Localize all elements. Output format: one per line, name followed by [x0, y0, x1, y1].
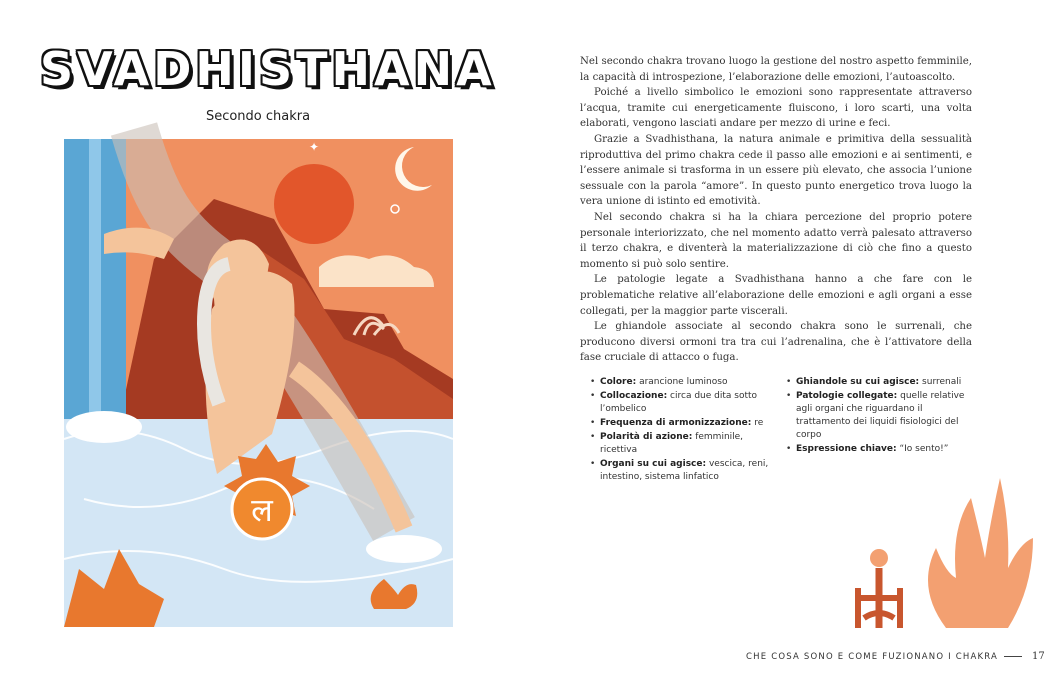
left-page — [0, 0, 516, 689]
page-number: 17 — [1032, 651, 1045, 662]
fact-item: • Frequenza di armonizzazione: re — [600, 417, 770, 430]
svg-text:✦: ✦ — [309, 140, 320, 154]
paragraph: Nel secondo chakra trovano luogo la gestione del nostro aspetto femminile, la capacità di introspezione, l’elaborazione delle emozioni, l’autoascolto. — [580, 56, 972, 83]
right-page — [516, 0, 1045, 689]
fact-item: • Polarità di azione: femminile, ricettiva — [600, 431, 770, 457]
fact-item: • Colore: arancione luminoso — [600, 376, 770, 389]
paragraph: Grazie a Svadhisthana, la natura animale e primitiva della sessualità riproduttiva del primo chakra cede il passo alle emozioni e ai sentimenti, e l’essere animale si trasforma in un essere più elevato, che associa l’unione sessuale con la parola “amore”. In questo punto energetico trova luogo la vera unione di istinto ed emotività. — [580, 133, 972, 208]
fact-item: • Collocazione: circa due dita sotto l’ombelico — [600, 390, 770, 416]
chakra-symbol: ल — [251, 491, 273, 529]
paragraph: Poiché a livello simbolico le emozioni sono rappresentate attraverso l’acqua, tramite cui energeticamente fluiscono, i loro scarti, una volta elaborati, vengono lasciati andare per mezzo di urine e feci. — [580, 87, 972, 130]
sun-shape — [274, 164, 354, 244]
fact-item: • Espressione chiave: “Io sento!” — [796, 443, 976, 456]
fact-item: • Organi su cui agisce: vescica, reni, intestino, sistema linfatico — [600, 458, 770, 484]
paragraph: Le ghiandole associate al secondo chakra sono le surrenali, che producono diversi ormoni tra tra cui l’adrenalina, che è l’attivatore della fase cruciale di attacco o fuga. — [580, 321, 972, 364]
body-text — [580, 54, 972, 366]
chakra-illustration — [64, 139, 453, 627]
coral-decoration — [846, 478, 1033, 628]
facts-column-2 — [786, 376, 976, 457]
paragraph: Le patologie legate a Svadhisthana hanno a che fare con le problematiche relative all’elaborazione delle emozioni e agli organi a esse collegati, per la maggior parte viscerali. — [580, 274, 972, 317]
paragraph: Nel secondo chakra si ha la chiara percezione del proprio potere personale interiorizzato, che nel momento adatto verrà palesato attraverso il terzo chakra, e diventerà la materializzazione di ciò che fino a questo momento si può solo sentire. — [580, 211, 972, 270]
fact-item: • Ghiandole su cui agisce: surrenali — [796, 376, 976, 389]
page-title: SVADHISTHANA — [40, 42, 496, 96]
footer-separator — [1004, 656, 1022, 657]
page-subtitle: Secondo chakra — [205, 109, 311, 124]
facts-column-1 — [590, 376, 770, 485]
fact-item: • Patologie collegate: quelle relative agli organi che riguardano il trattamento dei liquidi fisiologici del corpo — [796, 390, 976, 442]
running-head: CHE COSA SONO E COME FUZIONANO I CHAKRA — [746, 652, 999, 662]
running-footer — [746, 651, 1045, 662]
